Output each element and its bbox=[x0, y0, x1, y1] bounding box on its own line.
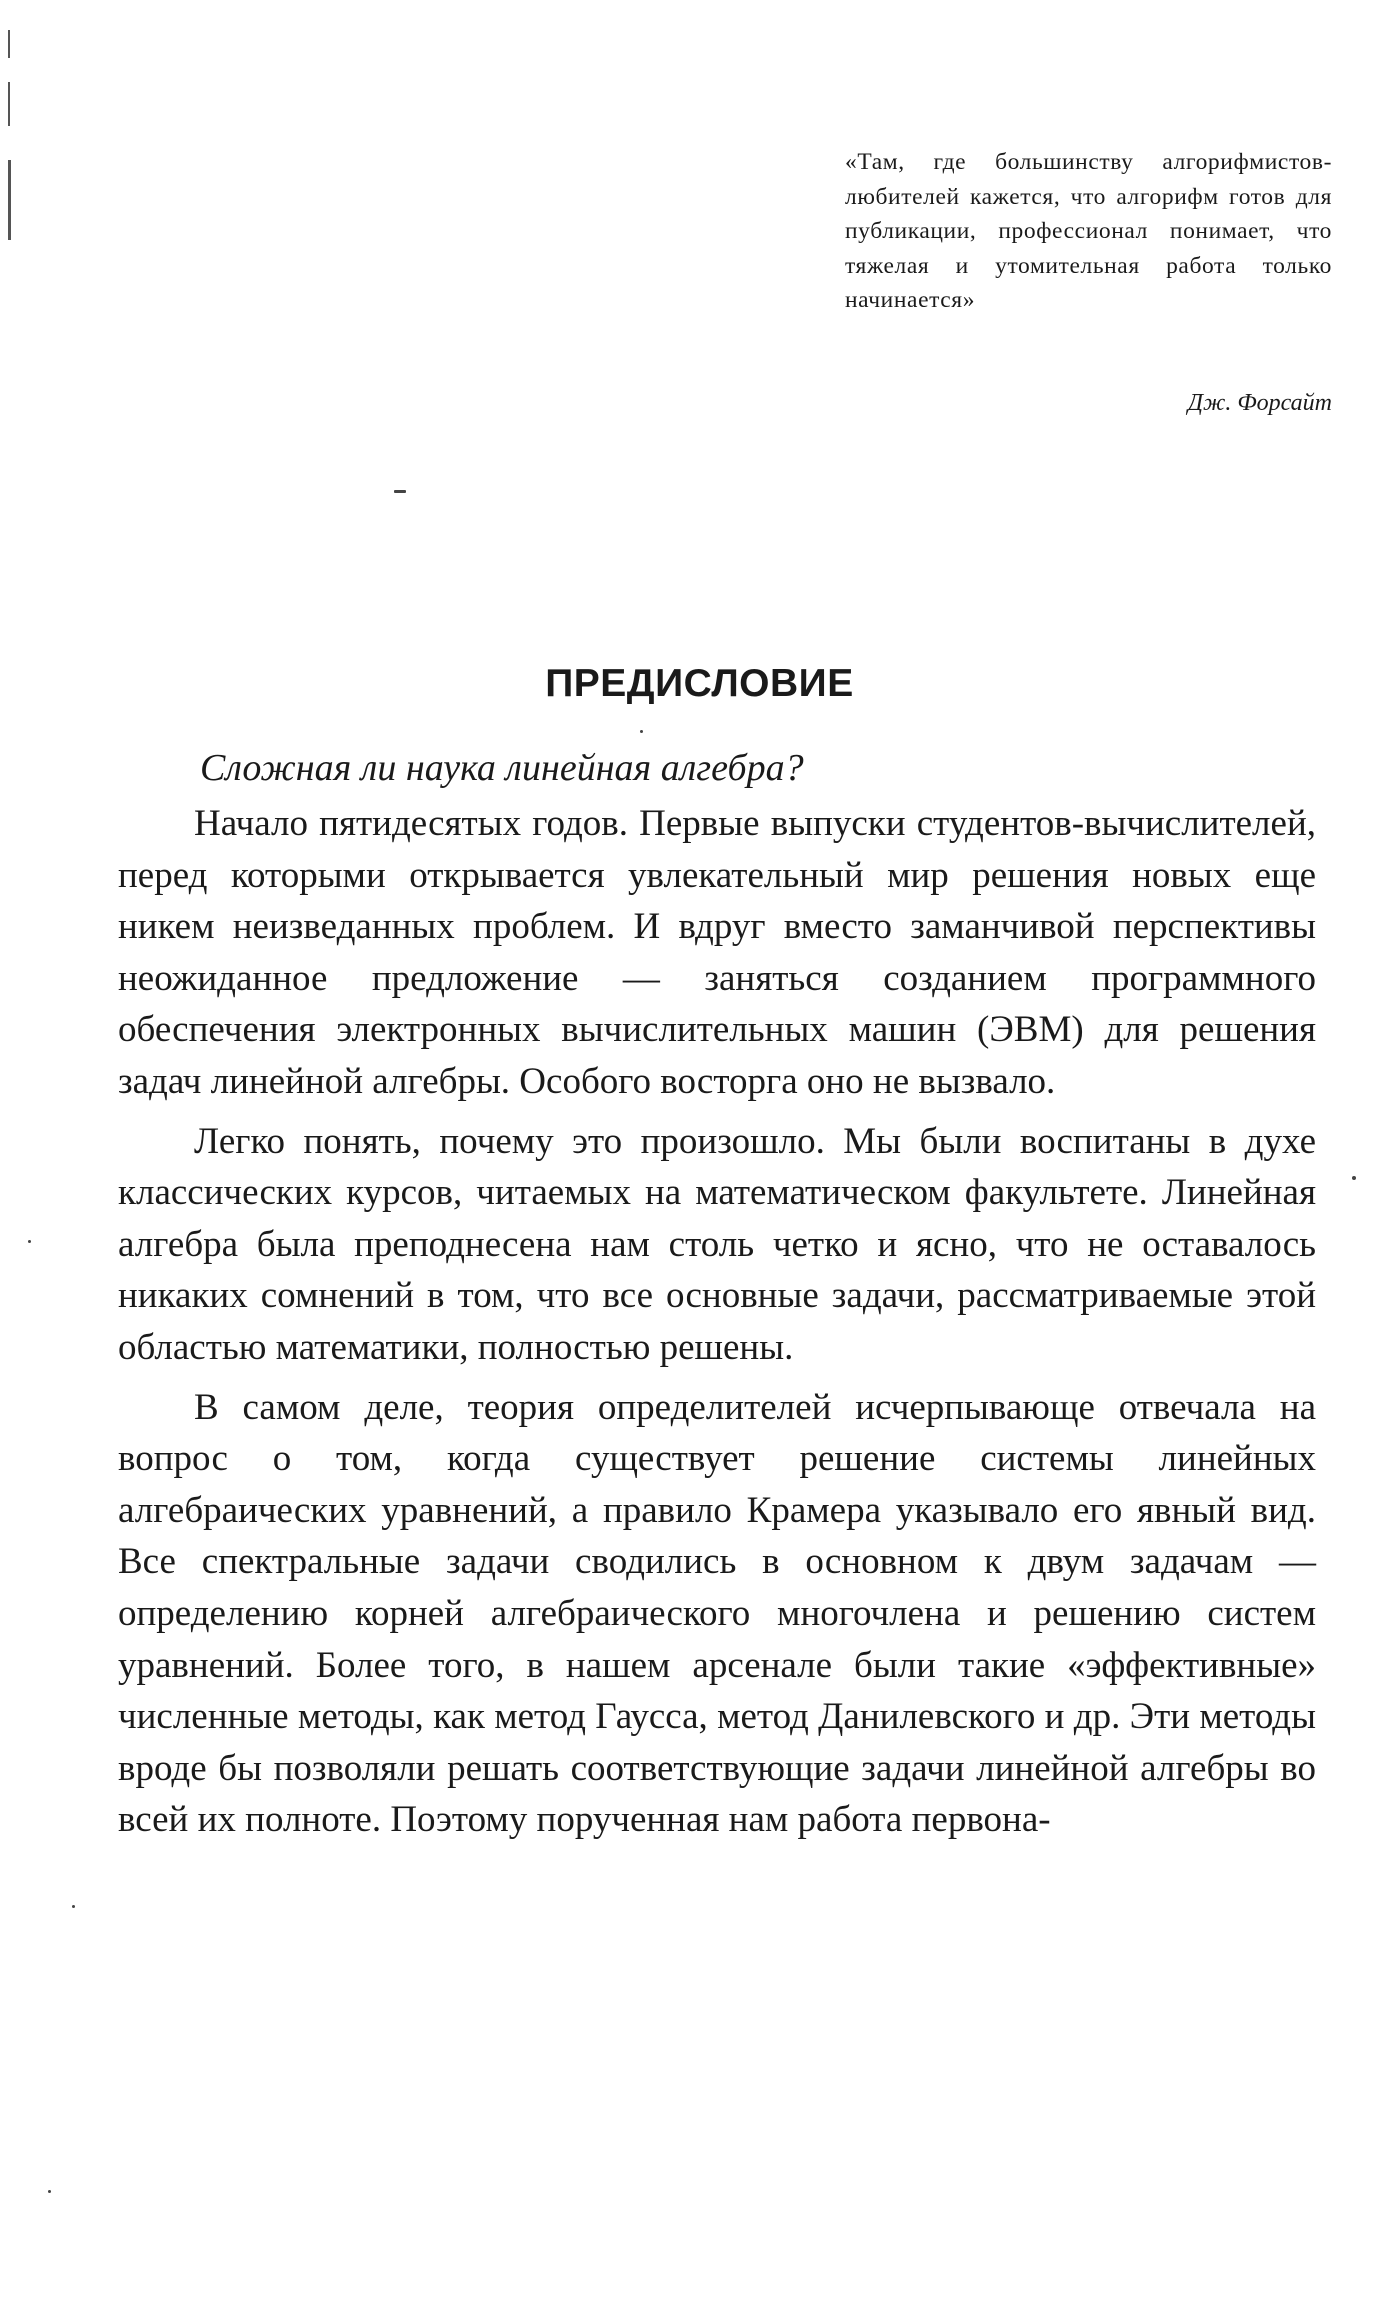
scan-speck bbox=[1352, 1176, 1356, 1180]
paragraph-2: Легко понять, почему это произошло. Мы были воспитаны в духе классических курсов, читаемых на математическом факультете. Линейная алгебра была преподнесена нам столь четко и ясно, что не оставалось никаких сомнений в том, что все основные задачи, рассматриваемые этой областью математики, полностью решены. bbox=[118, 1120, 1316, 1368]
scan-edge-mark bbox=[8, 160, 11, 240]
scan-speck bbox=[72, 1905, 75, 1908]
scan-speck bbox=[640, 730, 643, 733]
scan-edge-mark bbox=[8, 30, 10, 58]
paragraph-1: Начало пятидесятых годов. Первые выпуски студентов-вычислителей, перед которыми открывается увлекательный мир решения новых еще никем неизведанных проблем. И вдруг вместо заманчивой перспективы неожиданное предложение — заняться созданием программного обеспечения электронных вычислительных машин (ЭВМ) для решения задач линейной алгебры. Особого восторга оно не вызвало. bbox=[118, 803, 1316, 1102]
scan-edge-mark bbox=[8, 82, 10, 126]
epigraph-quote: «Там, где большинству алгорифмистов-любителей кажется, что алгорифм готов для публикации, профессионал понимает, что тяжелая и утомительная работа только начинается» bbox=[845, 149, 1332, 313]
body-text bbox=[118, 798, 1316, 1846]
scan-speck bbox=[48, 2190, 51, 2193]
paragraph-3: В самом деле, теория определителей исчерпывающе отвечала на вопрос о том, когда существует решение системы линейных алгебраических уравнений, а правило Крамера указывало его явный вид. Все спектральные задачи сводились в основном к двум задачам — определению корней алгебраического многочлена и решению систем уравнений. Более того, в нашем арсенале были такие «эффективные» численные методы, как метод Гаусса, метод Данилевского и др. Эти методы вроде бы позволяли решать соответствующие задачи линейной алгебры во всей их полноте. Поэтому порученная нам работа первона- bbox=[118, 1386, 1316, 1841]
page-title: ПРЕДИСЛОВИЕ bbox=[545, 662, 854, 705]
section-subtitle: Сложная ли наука линейная алгебра? bbox=[200, 747, 804, 789]
scan-speck bbox=[28, 1240, 31, 1243]
epigraph-author: Дж. Форсайт bbox=[1187, 390, 1332, 416]
scan-speck bbox=[394, 490, 406, 493]
